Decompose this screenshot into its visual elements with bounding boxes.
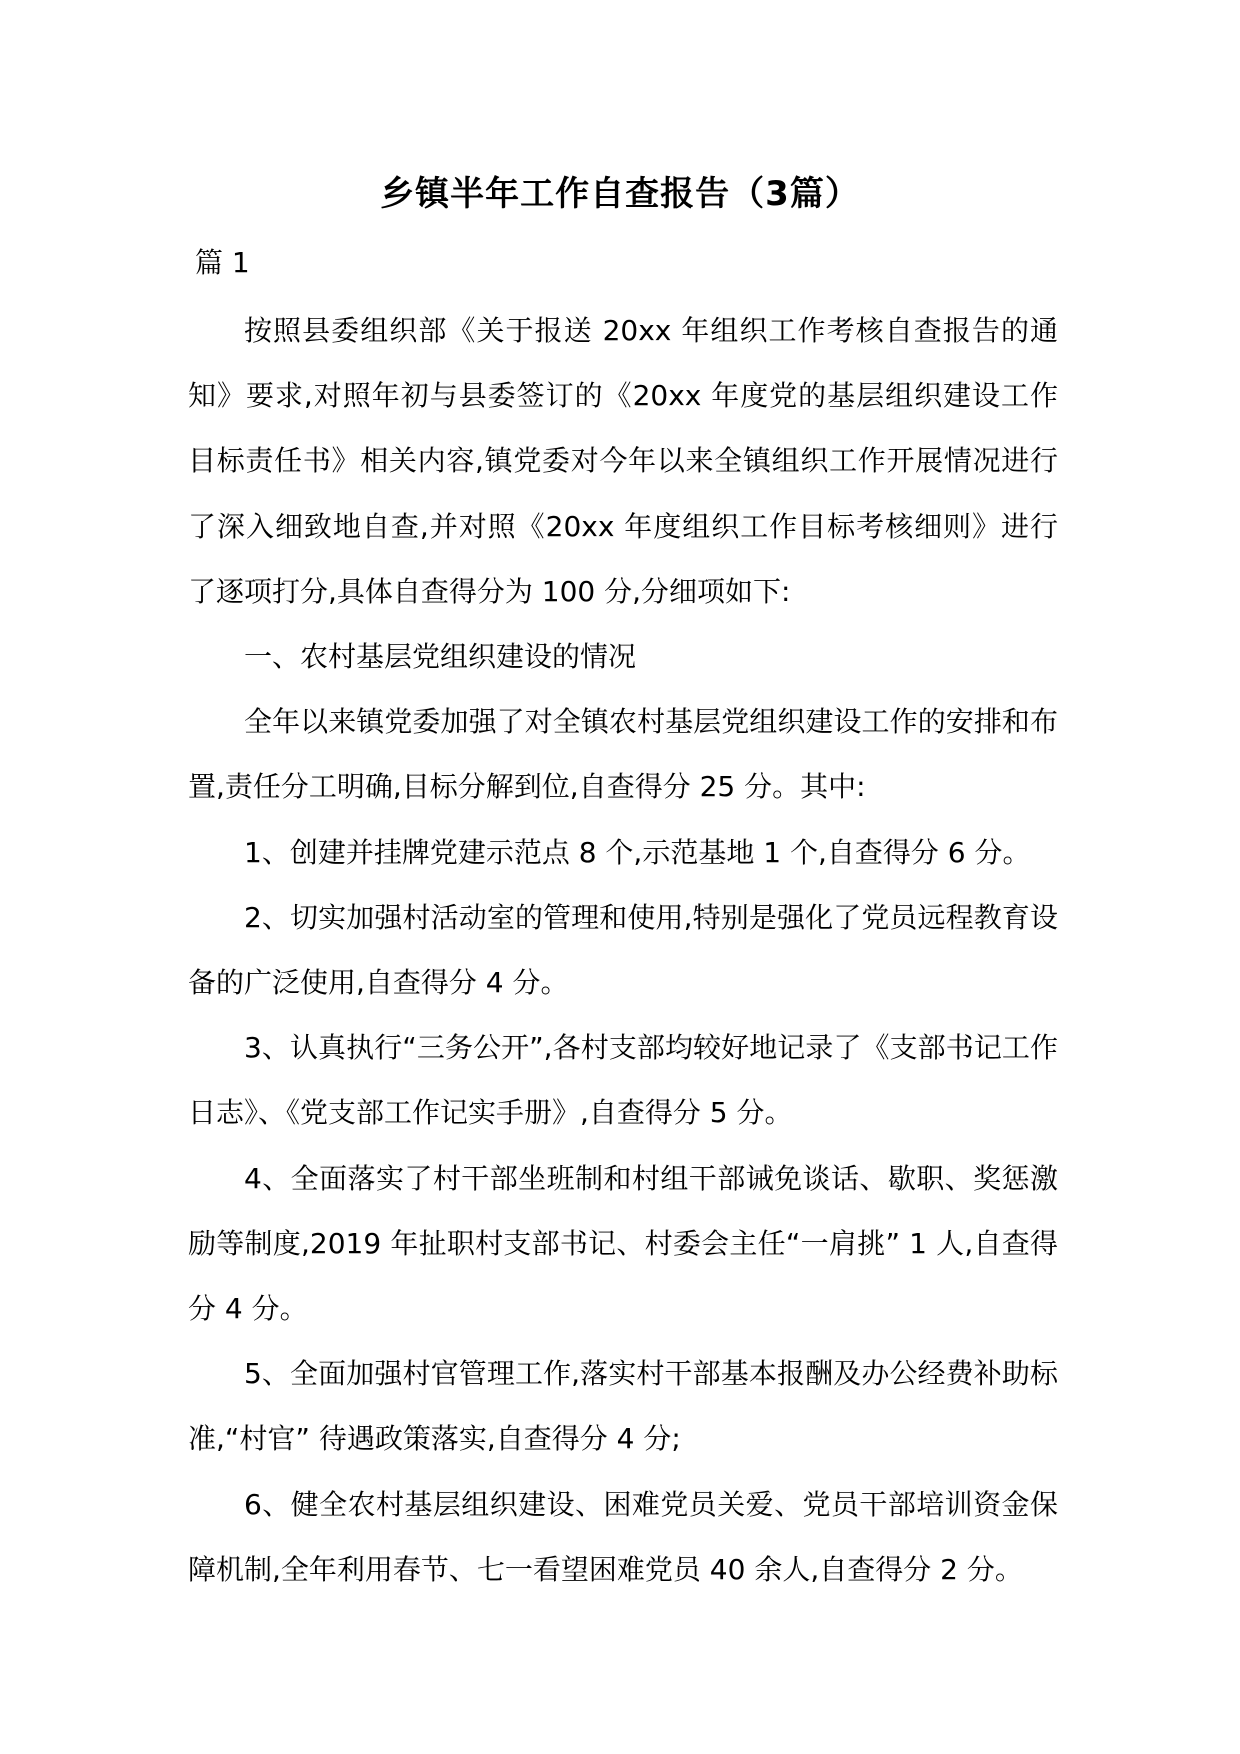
paragraph-summary: 全年以来镇党委加强了对全镇农村基层党组织建设工作的安排和布置,责任分工明确,目标分解到位,自查得分 25 分。其中: — [188, 705, 1058, 804]
list-item: 2、切实加强村活动室的管理和使用,特别是强化了党员远程教育设备的广泛使用,自查得分 4 分。 — [188, 900, 1058, 1000]
part-label: 篇 1 — [195, 246, 250, 279]
document-title: 乡镇半年工作自查报告（3篇） — [380, 174, 860, 214]
list-item: 3、认真执行“三务公开”,各村支部均较好地记录了《支部书记工作日志》、《党支部工作记实手册》,自查得分 5 分。 — [188, 1031, 1058, 1130]
list-item: 1、创建并挂牌党建示范点 8 个,示范基地 1 个,自查得分 6 分。 — [244, 835, 1031, 869]
list-item: 5、全面加强村官管理工作,落实村干部基本报酬及办公经费补助标准,“村官” 待遇政策落实,自查得分 4 分; — [188, 1357, 1058, 1456]
section-heading: 一、农村基层党组织建设的情况 — [244, 640, 637, 674]
paragraph-intro: 按照县委组织部《关于报送 20xx 年组织工作考核自查报告的通知》要求,对照年初与县委签订的《20xx 年度党的基层组织建设工作目标责任书》相关内容,镇党委对今年以来全镇组织工作开展情况进行了深入细致地自查,并对照《20xx 年度组织工作目标考核细则》进行了逐项打分,具体自查得分为 100 分,分细项如下: — [188, 314, 1058, 608]
list-item: 6、健全农村基层组织建设、困难党员关爱、党员干部培训资金保障机制,全年利用春节、七一看望困难党员 40 余人,自查得分 2 分。 — [188, 1487, 1058, 1586]
document-body — [188, 298, 1058, 1602]
list-item: 4、全面落实了村干部坐班制和村组干部诫免谈话、歇职、奖惩激励等制度,2019 年扯职村支部书记、村委会主任“一肩挑” 1 人,自查得分 4 分。 — [188, 1161, 1058, 1326]
